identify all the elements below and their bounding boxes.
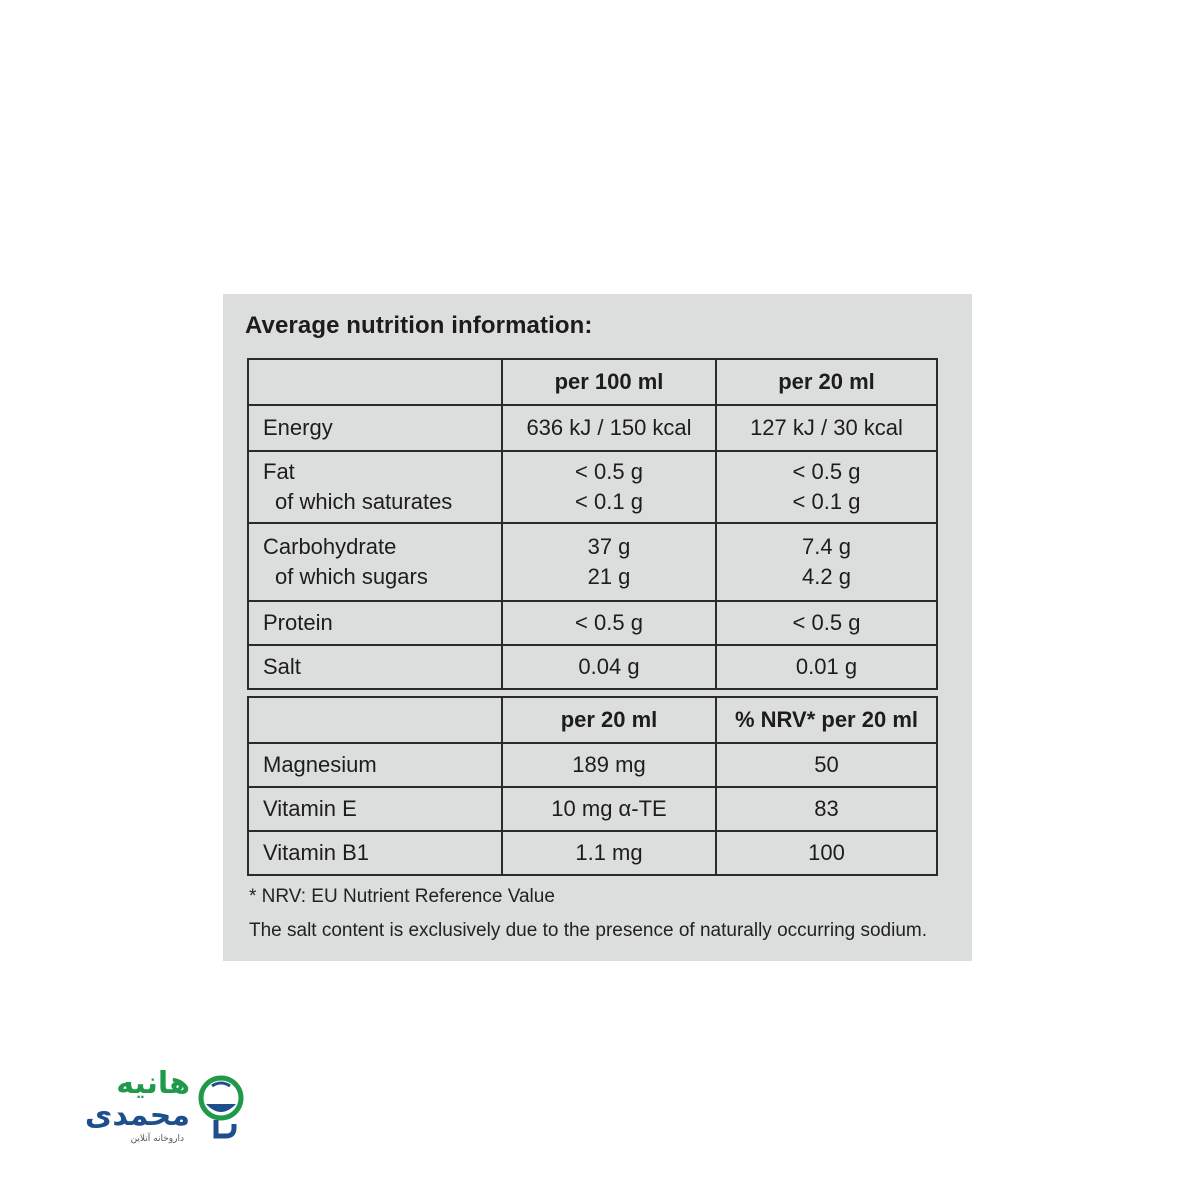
logo-tagline: داروخانه آنلاین xyxy=(130,1134,184,1144)
fat-per20-cell xyxy=(716,451,937,523)
saturates-label: of which saturates xyxy=(275,489,453,514)
carb-per100-cell xyxy=(502,523,716,601)
header-empty-cell xyxy=(248,359,502,405)
row-name-fat xyxy=(248,451,502,523)
table-row xyxy=(248,601,937,645)
nrv-footnote: * NRV: EU Nutrient Reference Value xyxy=(249,886,555,907)
header-per-20ml: per 20 ml xyxy=(716,359,937,405)
vitamin-e-nrv: 83 xyxy=(716,787,937,831)
vitamin-b1-per20: 1.1 mg xyxy=(502,831,716,875)
header-empty-cell xyxy=(248,697,502,743)
carbohydrate-label: Carbohydrate xyxy=(263,534,397,559)
panel-heading: Average nutrition information: xyxy=(245,312,593,339)
magnesium-per20: 189 mg xyxy=(502,743,716,787)
header-per-100ml: per 100 ml xyxy=(502,359,716,405)
table-row xyxy=(248,405,937,451)
vitamin-table xyxy=(247,696,938,876)
sugars-per100: 21 g xyxy=(587,564,631,589)
table-row xyxy=(248,831,937,875)
protein-per20: < 0.5 g xyxy=(716,601,937,645)
salt-per20: 0.01 g xyxy=(716,645,937,689)
row-name-vitamin-b1: Vitamin B1 xyxy=(248,831,502,875)
fat-per100-cell xyxy=(502,451,716,523)
table-row xyxy=(248,523,937,601)
vitamin-b1-nrv: 100 xyxy=(716,831,937,875)
pharmacy-bowl-emblem-icon xyxy=(194,1074,248,1140)
header-nrv-per-20ml: % NRV* per 20 ml xyxy=(716,697,937,743)
saturates-per100: < 0.1 g xyxy=(575,489,643,514)
carb-per20-cell xyxy=(716,523,937,601)
table-row xyxy=(248,645,937,689)
magnesium-nrv: 50 xyxy=(716,743,937,787)
carbohydrate-per100: 37 g xyxy=(587,534,631,559)
fat-per100: < 0.5 g xyxy=(575,459,643,484)
table-row xyxy=(248,743,937,787)
vitamin-e-per20: 10 mg α-TE xyxy=(502,787,716,831)
nutrition-label-panel xyxy=(223,294,972,961)
pharmacy-logo xyxy=(58,1068,248,1148)
logo-line-1: هانیه xyxy=(116,1066,190,1101)
salt-footnote: The salt content is exclusively due to the presence of naturally occurring sodium. xyxy=(249,920,928,941)
row-name-magnesium: Magnesium xyxy=(248,743,502,787)
energy-per20: 127 kJ / 30 kcal xyxy=(716,405,937,451)
saturates-per20: < 0.1 g xyxy=(792,489,861,514)
fat-per20: < 0.5 g xyxy=(792,459,861,484)
table-header-row xyxy=(248,359,937,405)
row-name-salt: Salt xyxy=(248,645,502,689)
table-row xyxy=(248,787,937,831)
table-header-row xyxy=(248,697,937,743)
sugars-per20: 4.2 g xyxy=(802,564,851,589)
header-per-20ml: per 20 ml xyxy=(502,697,716,743)
salt-per100: 0.04 g xyxy=(502,645,716,689)
energy-per100: 636 kJ / 150 kcal xyxy=(502,405,716,451)
carbohydrate-per20: 7.4 g xyxy=(802,534,851,559)
row-name-vitamin-e: Vitamin E xyxy=(248,787,502,831)
nutrition-table xyxy=(247,358,938,690)
logo-line-2: محمدی xyxy=(84,1098,190,1133)
row-name-carbohydrate xyxy=(248,523,502,601)
row-name-protein: Protein xyxy=(248,601,502,645)
sugars-label: of which sugars xyxy=(275,564,428,589)
table-row xyxy=(248,451,937,523)
protein-per100: < 0.5 g xyxy=(502,601,716,645)
row-name-energy: Energy xyxy=(248,405,502,451)
fat-label: Fat xyxy=(263,459,295,484)
